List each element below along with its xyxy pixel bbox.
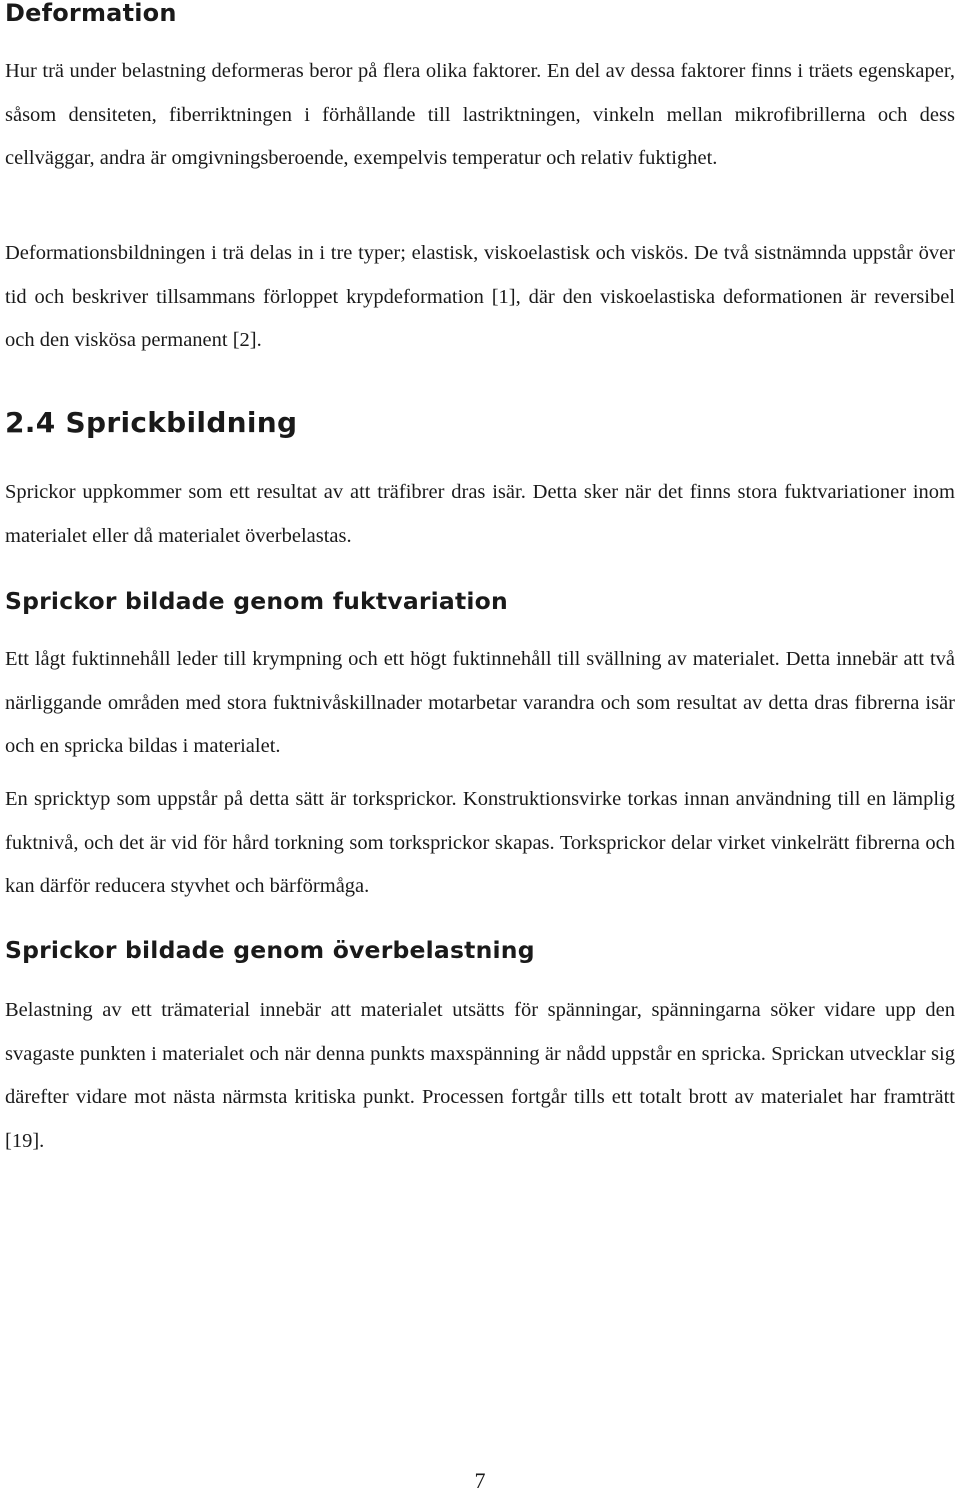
- heading-overbelastning: Sprickor bildade genom överbelastning: [5, 936, 535, 964]
- paragraph-torksprickor: En spricktyp som uppstår på detta sätt är torksprickor. Konstruktionsvirke torkas innan användning till en lämplig fuktnivå, och det är vid för hård torkning som torksprickor skapas. Torksprickor delar virket vinkelrätt fibrerna och kan därför reducera styvhet och bärförmåga.: [5, 788, 955, 897]
- paragraph-deformation-types: Deformationsbildningen i trä delas in i tre typer; elastisk, viskoelastisk och viskös. De två sistnämnda uppstår över tid och beskriver tillsammans förloppet krypdeformation [1], där den viskoelastiska deformationen är reversibel och den viskösa permanent [2].: [5, 242, 955, 351]
- heading-sprickbildning: 2.4 Sprickbildning: [5, 406, 298, 439]
- heading-deformation: Deformation: [5, 0, 177, 27]
- paragraph-overbelastning: Belastning av ett trämaterial innebär att materialet utsätts för spänningar, spänningarna söker vidare upp den svagaste punkten i materialet och när denna punkts maxspänning är nådd uppstår en spricka. Sprickan utvecklar sig därefter vidare mot nästa närmsta kritiska punkt. Processen fortgår tills ett totalt brott av materialet har framträtt [19].: [5, 999, 955, 1152]
- page-number: 7: [474, 1468, 486, 1493]
- heading-fuktvariation: Sprickor bildade genom fuktvariation: [5, 587, 508, 615]
- paragraph-sprickbildning-intro: Sprickor uppkommer som ett resultat av att träfibrer dras isär. Detta sker när det finns stora fuktvariationer inom materialet eller då materialet överbelastas.: [5, 481, 955, 547]
- paragraph-fuktvariation-mechanism: Ett lågt fuktinnehåll leder till krympning och ett högt fuktinnehåll till svällning av materialet. Detta innebär att två närliggande områden med stora fuktnivåskillnader motarbetar varandra och som resultat av detta dras fibrerna isär och en spricka bildas i materialet.: [5, 648, 955, 757]
- paragraph-deformation-factors: Hur trä under belastning deformeras beror på flera olika faktorer. En del av dessa faktorer finns i träets egenskaper, såsom densiteten, fiberriktningen i förhållande till lastriktningen, vinkeln mellan mikrofibrillerna och dess cellväggar, andra är omgivningsberoende, exempelvis temperatur och relativ fuktighet.: [5, 60, 955, 169]
